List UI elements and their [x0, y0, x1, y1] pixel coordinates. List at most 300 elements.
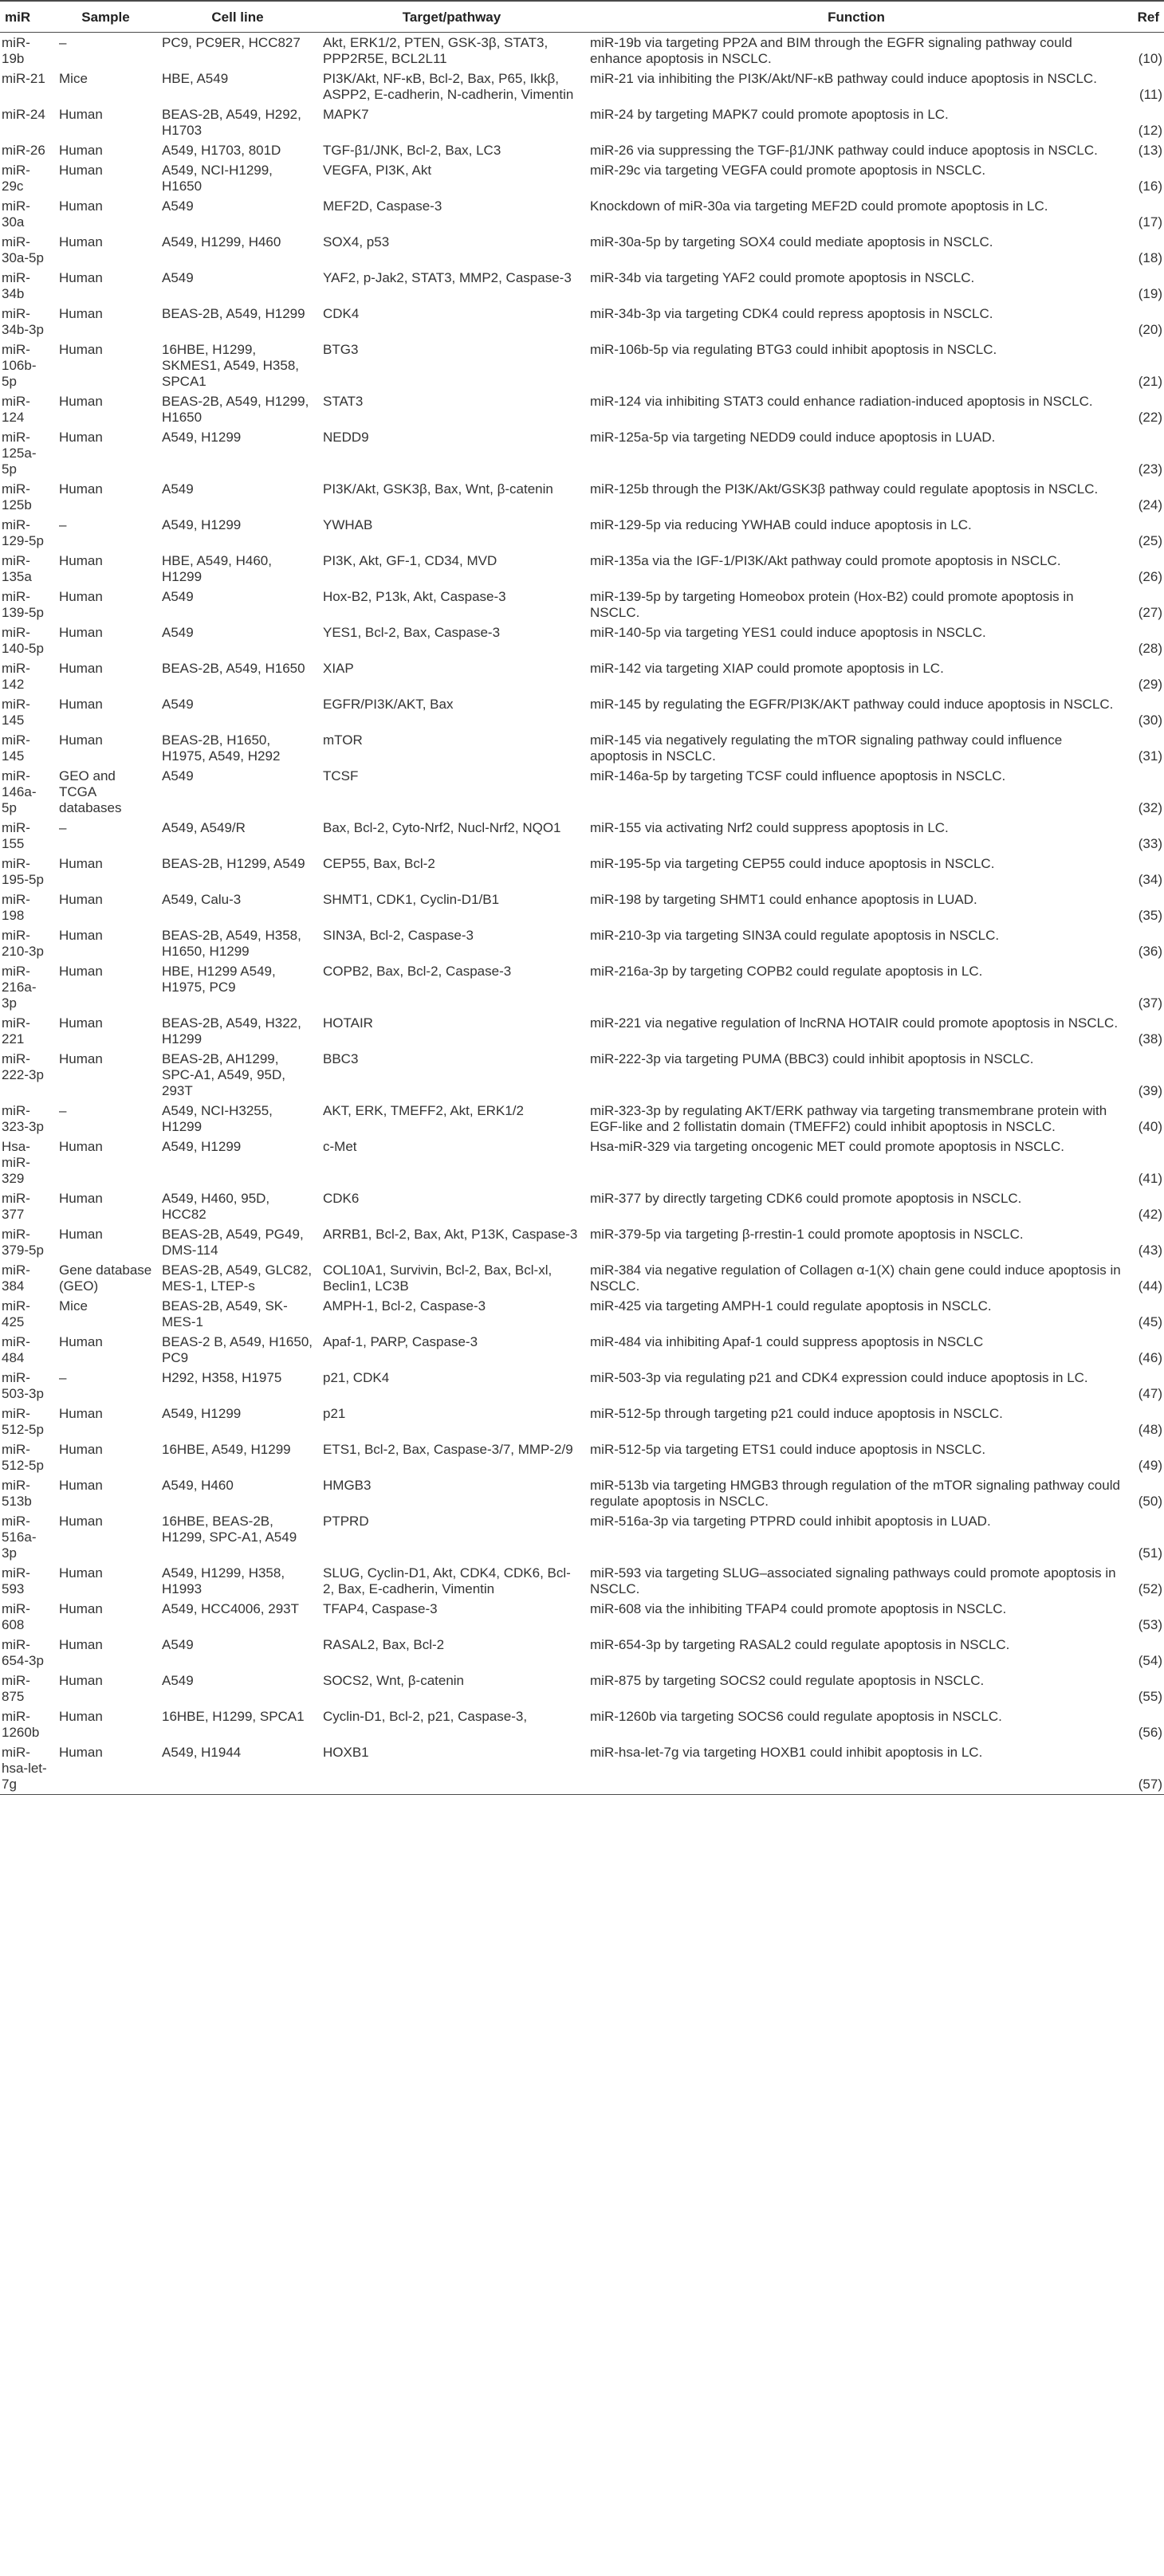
table-row: [0, 889, 1164, 925]
table-row: [0, 1742, 1164, 1795]
cell-mir: miR-145: [2, 697, 30, 728]
cell-function: miR-146a-5p by targeting TCSF could influence apoptosis in NSCLC.: [590, 768, 1006, 783]
cell-ref: (31): [1138, 748, 1162, 764]
cell-function: miR-24 by targeting MAPK7 could promote apoptosis in LC.: [590, 107, 949, 122]
table-row: [0, 1475, 1164, 1511]
table-row: [0, 818, 1164, 854]
cell-sample: Mice: [59, 1298, 88, 1314]
cell-sample: –: [59, 1103, 67, 1118]
cell-target-pathway: ETS1, Bcl-2, Bax, Caspase-3/7, MMP-2/9: [323, 1442, 573, 1457]
cell-sample: Human: [59, 1015, 103, 1031]
cell-mir: miR-140-5p: [2, 625, 44, 656]
cell-target-pathway: YWHAB: [323, 517, 373, 532]
cell-cell-line: BEAS-2B, A549, H292, H1703: [162, 107, 301, 138]
cell-mir: miR-377: [2, 1191, 30, 1222]
cell-ref: (40): [1138, 1119, 1162, 1134]
cell-function: miR-654-3p by targeting RASAL2 could regulate apoptosis in NSCLC.: [590, 1637, 1010, 1652]
cell-cell-line: A549, H1299, H358, H1993: [162, 1565, 285, 1596]
cell-mir: miR-26: [2, 143, 45, 158]
cell-target-pathway: p21, CDK4: [323, 1370, 390, 1385]
cell-sample: Human: [59, 234, 103, 249]
cell-mir: miR-222-3p: [2, 1051, 44, 1082]
cell-function: miR-198 by targeting SHMT1 could enhance apoptosis in LUAD.: [590, 892, 977, 907]
cell-target-pathway: NEDD9: [323, 430, 369, 445]
header-cell-line: Cell line: [157, 1, 318, 33]
table-row: [0, 1706, 1164, 1742]
cell-ref: (36): [1138, 944, 1162, 959]
cell-target-pathway: PI3K/Akt, NF-κB, Bcl-2, Bax, P65, Ikkβ, ASPP2, E-cadherin, N-cadherin, Vimentin: [323, 71, 574, 102]
table-row: [0, 587, 1164, 622]
cell-cell-line: 16HBE, H1299, SKMES1, A549, H358, SPCA1: [162, 342, 299, 389]
cell-ref: (19): [1138, 286, 1162, 301]
cell-ref: (37): [1138, 995, 1162, 1011]
cell-ref: (47): [1138, 1386, 1162, 1401]
cell-target-pathway: Apaf-1, PARP, Caspase-3: [323, 1334, 478, 1349]
cell-sample: Human: [59, 1191, 103, 1206]
cell-ref: (56): [1138, 1725, 1162, 1740]
cell-mir: miR-608: [2, 1601, 30, 1632]
cell-sample: Human: [59, 1709, 103, 1724]
cell-sample: Human: [59, 553, 103, 568]
cell-mir: miR-593: [2, 1565, 30, 1596]
cell-mir: miR-106b-5p: [2, 342, 37, 389]
cell-ref: (55): [1138, 1689, 1162, 1704]
cell-sample: –: [59, 517, 67, 532]
cell-cell-line: A549, H460, 95D, HCC82: [162, 1191, 270, 1222]
cell-sample: Human: [59, 856, 103, 871]
cell-sample: Human: [59, 481, 103, 497]
cell-mir: miR-125b: [2, 481, 32, 512]
cell-ref: (32): [1138, 800, 1162, 815]
cell-ref: (20): [1138, 322, 1162, 337]
cell-ref: (52): [1138, 1581, 1162, 1596]
cell-sample: Human: [59, 928, 103, 943]
cell-sample: Human: [59, 625, 103, 640]
cell-cell-line: A549: [162, 768, 194, 783]
cell-ref: (45): [1138, 1314, 1162, 1329]
cell-sample: GEO and TCGA databases: [59, 768, 122, 815]
table-row: [0, 1224, 1164, 1260]
cell-cell-line: A549, NCI-H1299, H1650: [162, 163, 273, 194]
cell-mir: miR-145: [2, 732, 30, 764]
cell-cell-line: A549: [162, 697, 194, 712]
cell-cell-line: 16HBE, A549, H1299: [162, 1442, 291, 1457]
cell-function: miR-503-3p via regulating p21 and CDK4 expression could induce apoptosis in LC.: [590, 1370, 1088, 1385]
cell-function: miR-34b via targeting YAF2 could promote apoptosis in NSCLC.: [590, 270, 975, 285]
table-row: [0, 925, 1164, 961]
cell-ref: (46): [1138, 1350, 1162, 1365]
header-target-pathway: Target/pathway: [318, 1, 585, 33]
cell-ref: (43): [1138, 1243, 1162, 1258]
table-row: [0, 1599, 1164, 1635]
cell-ref: (39): [1138, 1083, 1162, 1098]
cell-mir: miR-654-3p: [2, 1637, 44, 1668]
cell-cell-line: BEAS-2B, H1650, H1975, A549, H292: [162, 732, 281, 764]
cell-sample: Human: [59, 306, 103, 321]
cell-cell-line: BEAS-2B, A549, H1299: [162, 306, 305, 321]
table-body: [0, 33, 1164, 1795]
cell-function: miR-125a-5p via targeting NEDD9 could induce apoptosis in LUAD.: [590, 430, 996, 445]
cell-target-pathway: BTG3: [323, 342, 359, 357]
cell-ref: (41): [1138, 1171, 1162, 1186]
cell-cell-line: A549, H1299: [162, 430, 242, 445]
cell-sample: Gene database (GEO): [59, 1262, 152, 1294]
cell-sample: Human: [59, 1601, 103, 1616]
cell-target-pathway: ARRB1, Bcl-2, Bax, Akt, P13K, Caspase-3: [323, 1227, 578, 1242]
cell-ref: (57): [1127, 1742, 1164, 1795]
cell-function: miR-216a-3p by targeting COPB2 could regulate apoptosis in LC.: [590, 964, 983, 979]
cell-ref: (49): [1138, 1458, 1162, 1473]
cell-target-pathway: COPB2, Bax, Bcl-2, Caspase-3: [323, 964, 512, 979]
cell-target-pathway: MAPK7: [323, 107, 369, 122]
cell-function: miR-195-5p via targeting CEP55 could induce apoptosis in NSCLC.: [590, 856, 995, 871]
cell-function: miR-513b via targeting HMGB3 through regulation of the mTOR signaling pathway could regulate apoptosis in NSCLC.: [590, 1478, 1120, 1509]
cell-mir: miR-875: [2, 1673, 30, 1704]
cell-mir: miR-129-5p: [2, 517, 44, 548]
cell-function: miR-484 via inhibiting Apaf-1 could suppress apoptosis in NSCLC: [590, 1334, 984, 1349]
cell-function: Hsa-miR-329 via targeting oncogenic MET could promote apoptosis in NSCLC.: [590, 1139, 1064, 1154]
cell-mir: miR-221: [2, 1015, 30, 1046]
table-row: [0, 1671, 1164, 1706]
cell-cell-line: H292, H358, H1975: [162, 1370, 282, 1385]
table-row: [0, 1137, 1164, 1188]
cell-sample: Human: [59, 1514, 103, 1529]
cell-mir: miR-195-5p: [2, 856, 44, 887]
table-row: [0, 1404, 1164, 1439]
cell-function: miR-379-5p via targeting β-rrestin-1 could promote apoptosis in NSCLC.: [590, 1227, 1024, 1242]
cell-target-pathway: HMGB3: [323, 1478, 372, 1493]
cell-ref: (30): [1138, 713, 1162, 728]
cell-mir: miR-19b: [2, 35, 30, 66]
cell-sample: Human: [59, 589, 103, 604]
cell-function: miR-593 via targeting SLUG–associated signaling pathways could promote apoptosis in NSCLC.: [590, 1565, 1116, 1596]
cell-mir: miR-30a: [2, 198, 30, 230]
cell-function: miR-377 by directly targeting CDK6 could promote apoptosis in NSCLC.: [590, 1191, 1022, 1206]
cell-target-pathway: p21: [323, 1406, 346, 1421]
cell-cell-line: A549, NCI-H3255, H1299: [162, 1103, 273, 1134]
cell-ref: (38): [1138, 1031, 1162, 1046]
cell-cell-line: A549, H1299, H460: [162, 234, 281, 249]
cell-sample: –: [59, 1370, 67, 1385]
cell-function: miR-30a-5p by targeting SOX4 could mediate apoptosis in NSCLC.: [590, 234, 993, 249]
cell-target-pathway: Akt, ERK1/2, PTEN, GSK-3β, STAT3, PPP2R5E, BCL2L11: [323, 35, 549, 66]
cell-sample: Human: [54, 1742, 157, 1795]
cell-target-pathway: BBC3: [323, 1051, 359, 1066]
cell-cell-line: HBE, A549: [162, 71, 229, 86]
cell-mir: miR-139-5p: [2, 589, 44, 620]
cell-mir: miR-155: [2, 820, 30, 851]
header-sample: Sample: [54, 1, 157, 33]
table-row: [0, 479, 1164, 515]
cell-sample: Human: [59, 892, 103, 907]
cell-target-pathway: RASAL2, Bax, Bcl-2: [323, 1637, 445, 1652]
cell-sample: Human: [59, 430, 103, 445]
header-row: [0, 1, 1164, 33]
cell-cell-line: A549, H1299: [162, 1406, 242, 1421]
cell-ref: (11): [1139, 87, 1162, 102]
table-header: [0, 1, 1164, 33]
cell-target-pathway: SOCS2, Wnt, β-catenin: [323, 1673, 465, 1688]
cell-target-pathway: CDK6: [323, 1191, 360, 1206]
cell-ref: (28): [1138, 641, 1162, 656]
cell-cell-line: A549: [162, 270, 194, 285]
cell-mir: miR-124: [2, 394, 30, 425]
cell-function: miR-222-3p via targeting PUMA (BBC3) could inhibit apoptosis in NSCLC.: [590, 1051, 1034, 1066]
cell-sample: Human: [59, 163, 103, 178]
cell-ref: (24): [1138, 497, 1162, 512]
cell-ref: (54): [1138, 1653, 1162, 1668]
cell-ref: (17): [1138, 214, 1162, 230]
cell-ref: (27): [1138, 605, 1162, 620]
cell-sample: Mice: [59, 71, 88, 86]
cell-cell-line: 16HBE, H1299, SPCA1: [162, 1709, 305, 1724]
cell-mir: miR-513b: [2, 1478, 32, 1509]
cell-target-pathway: EGFR/PI3K/AKT, Bax: [323, 697, 454, 712]
cell-target-pathway: SHMT1, CDK1, Cyclin-D1/B1: [323, 892, 500, 907]
cell-mir: miR-484: [2, 1334, 30, 1365]
cell-sample: Human: [59, 394, 103, 409]
cell-ref: (51): [1138, 1545, 1162, 1561]
cell-target-pathway: PI3K, Akt, GF-1, CD34, MVD: [323, 553, 497, 568]
table-row: [0, 515, 1164, 551]
cell-ref: (23): [1138, 461, 1162, 477]
cell-function: miR-425 via targeting AMPH-1 could regulate apoptosis in NSCLC.: [590, 1298, 992, 1314]
cell-function: miR-145 via negatively regulating the mTOR signaling pathway could influence apoptosis in NSCLC.: [590, 732, 1063, 764]
cell-function: miR-26 via suppressing the TGF-β1/JNK pathway could induce apoptosis in NSCLC.: [590, 143, 1098, 158]
table-row: [0, 854, 1164, 889]
cell-cell-line: A549, Calu-3: [162, 892, 242, 907]
cell-mir: miR-425: [2, 1298, 30, 1329]
table-row: [0, 730, 1164, 766]
cell-sample: Human: [59, 143, 103, 158]
cell-mir: miR-125a-5p: [2, 430, 37, 477]
cell-ref: (13): [1138, 143, 1162, 158]
cell-ref: (50): [1138, 1494, 1162, 1509]
cell-function: miR-19b via targeting PP2A and BIM through the EGFR signaling pathway could enhance apoptosis in NSCLC.: [590, 35, 1072, 66]
cell-function: miR-140-5p via targeting YES1 could induce apoptosis in NSCLC.: [590, 625, 986, 640]
cell-sample: Human: [59, 270, 103, 285]
cell-sample: –: [59, 35, 67, 50]
cell-cell-line: A549, H1944: [157, 1742, 318, 1795]
cell-mir: miR-512-5p: [2, 1406, 44, 1437]
table-row: [0, 551, 1164, 587]
table-row: [0, 196, 1164, 232]
cell-sample: Human: [59, 1406, 103, 1421]
header-mir: miR: [0, 1, 54, 33]
cell-target-pathway: TGF-β1/JNK, Bcl-2, Bax, LC3: [323, 143, 501, 158]
cell-function: miR-221 via negative regulation of lncRNA HOTAIR could promote apoptosis in NSCLC.: [590, 1015, 1119, 1031]
table-row: [0, 232, 1164, 268]
cell-mir: miR-21: [2, 71, 45, 86]
cell-cell-line: PC9, PC9ER, HCC827: [162, 35, 301, 50]
table-row: [0, 1013, 1164, 1049]
cell-sample: –: [59, 820, 67, 835]
header-function: Function: [585, 1, 1127, 33]
table-row: [0, 658, 1164, 694]
cell-cell-line: BEAS-2B, AH1299, SPC-A1, A549, 95D, 293T: [162, 1051, 285, 1098]
cell-ref: (22): [1138, 410, 1162, 425]
cell-sample: Human: [59, 1334, 103, 1349]
cell-cell-line: BEAS-2B, A549, H1299, H1650: [162, 394, 309, 425]
cell-function: miR-323-3p by regulating AKT/ERK pathway via targeting transmembrane protein with EGF-like and 2 follistatin domain (TMEFF2) could inhibit apoptosis in NSCLC.: [590, 1103, 1107, 1134]
cell-ref: (29): [1138, 677, 1162, 692]
table-row: [0, 427, 1164, 479]
cell-function: miR-129-5p via reducing YWHAB could induce apoptosis in LC.: [590, 517, 972, 532]
cell-mir: miR-516a-3p: [2, 1514, 37, 1561]
cell-target-pathway: PTPRD: [323, 1514, 369, 1529]
table-row: [0, 140, 1164, 160]
cell-mir: miR-34b-3p: [2, 306, 44, 337]
cell-sample: Human: [59, 107, 103, 122]
cell-target-pathway: YES1, Bcl-2, Bax, Caspase-3: [323, 625, 501, 640]
table-row: [0, 1368, 1164, 1404]
cell-target-pathway: XIAP: [323, 661, 354, 676]
table-row: [0, 766, 1164, 818]
cell-cell-line: A549: [162, 198, 194, 214]
cell-cell-line: BEAS-2B, H1299, A549: [162, 856, 305, 871]
cell-function: miR-124 via inhibiting STAT3 could enhance radiation-induced apoptosis in NSCLC.: [590, 394, 1093, 409]
table-row: [0, 1101, 1164, 1137]
table-row: [0, 1188, 1164, 1224]
cell-sample: Human: [59, 1227, 103, 1242]
cell-ref: (21): [1138, 374, 1162, 389]
cell-cell-line: A549: [162, 589, 194, 604]
cell-mir: miR-210-3p: [2, 928, 44, 959]
table-row: [0, 1260, 1164, 1296]
header-ref: Ref: [1127, 1, 1164, 33]
cell-cell-line: A549: [162, 625, 194, 640]
table-row: [0, 391, 1164, 427]
cell-cell-line: A549, HCC4006, 293T: [162, 1601, 299, 1616]
table-row: [0, 304, 1164, 340]
cell-mir: miR-503-3p: [2, 1370, 44, 1401]
cell-ref: (48): [1138, 1422, 1162, 1437]
cell-cell-line: HBE, A549, H460, H1299: [162, 553, 272, 584]
cell-ref: (42): [1138, 1207, 1162, 1222]
cell-function: miR-125b through the PI3K/Akt/GSK3β pathway could regulate apoptosis in NSCLC.: [590, 481, 1099, 497]
cell-mir: miR-1260b: [2, 1709, 40, 1740]
cell-sample: Human: [59, 342, 103, 357]
cell-target-pathway: SIN3A, Bcl-2, Caspase-3: [323, 928, 474, 943]
cell-target-pathway: SLUG, Cyclin-D1, Akt, CDK4, CDK6, Bcl-2, Bax, E-cadherin, Vimentin: [323, 1565, 571, 1596]
cell-mir: miR-hsa-let-7g: [0, 1742, 54, 1795]
cell-function: miR-512-5p through targeting p21 could induce apoptosis in NSCLC.: [590, 1406, 1003, 1421]
cell-function: miR-384 via negative regulation of Collagen α-1(X) chain gene could induce apoptosis in NSCLC.: [590, 1262, 1121, 1294]
table-row: [0, 1635, 1164, 1671]
cell-target-pathway: mTOR: [323, 732, 363, 748]
cell-ref: (35): [1138, 908, 1162, 923]
cell-function: miR-155 via activating Nrf2 could suppress apoptosis in LC.: [590, 820, 949, 835]
cell-cell-line: A549, H1703, 801D: [162, 143, 281, 158]
cell-target-pathway: c-Met: [323, 1139, 357, 1154]
cell-function: miR-hsa-let-7g via targeting HOXB1 could inhibit apoptosis in LC.: [585, 1742, 1127, 1795]
cell-cell-line: BEAS-2B, A549, H1650: [162, 661, 305, 676]
table-row: [0, 1439, 1164, 1475]
cell-ref: (12): [1138, 123, 1162, 138]
cell-ref: (16): [1138, 179, 1162, 194]
cell-function: miR-139-5p by targeting Homeobox protein (Hox-B2) could promote apoptosis in NSCLC.: [590, 589, 1074, 620]
cell-mir: miR-384: [2, 1262, 30, 1294]
cell-mir: miR-146a-5p: [2, 768, 37, 815]
cell-function: miR-142 via targeting XIAP could promote apoptosis in LC.: [590, 661, 944, 676]
cell-sample: Human: [59, 1478, 103, 1493]
table-row: [0, 69, 1164, 104]
table-row: [0, 33, 1164, 69]
cell-function: miR-210-3p via targeting SIN3A could regulate apoptosis in NSCLC.: [590, 928, 1000, 943]
cell-sample: Human: [59, 1637, 103, 1652]
cell-cell-line: BEAS-2 B, A549, H1650, PC9: [162, 1334, 313, 1365]
cell-cell-line: BEAS-2B, A549, GLC82, MES-1, LTEP-s: [162, 1262, 313, 1294]
cell-mir: miR-30a-5p: [2, 234, 44, 265]
cell-ref: (26): [1138, 569, 1162, 584]
cell-function: miR-875 by targeting SOCS2 could regulate apoptosis in NSCLC.: [590, 1673, 985, 1688]
table-row: [0, 340, 1164, 391]
table-row: [0, 268, 1164, 304]
cell-target-pathway: STAT3: [323, 394, 364, 409]
cell-target-pathway: SOX4, p53: [323, 234, 390, 249]
cell-sample: Human: [59, 661, 103, 676]
cell-mir: miR-512-5p: [2, 1442, 44, 1473]
table-row: [0, 1511, 1164, 1563]
cell-function: miR-512-5p via targeting ETS1 could induce apoptosis in NSCLC.: [590, 1442, 986, 1457]
cell-sample: Human: [59, 964, 103, 979]
table-row: [0, 694, 1164, 730]
table-row: [0, 622, 1164, 658]
cell-mir: miR-216a-3p: [2, 964, 37, 1011]
cell-target-pathway: CDK4: [323, 306, 360, 321]
cell-ref: (33): [1138, 836, 1162, 851]
cell-cell-line: 16HBE, BEAS-2B, H1299, SPC-A1, A549: [162, 1514, 297, 1545]
cell-mir: miR-34b: [2, 270, 30, 301]
cell-sample: Human: [59, 697, 103, 712]
table-row: [0, 104, 1164, 140]
cell-cell-line: A549, H1299: [162, 517, 242, 532]
cell-mir: miR-135a: [2, 553, 32, 584]
cell-sample: Human: [59, 1051, 103, 1066]
cell-mir: miR-323-3p: [2, 1103, 44, 1134]
cell-ref: (25): [1138, 533, 1162, 548]
cell-sample: Human: [59, 1139, 103, 1154]
cell-ref: (18): [1138, 250, 1162, 265]
cell-ref: (34): [1138, 872, 1162, 887]
cell-function: miR-106b-5p via regulating BTG3 could inhibit apoptosis in NSCLC.: [590, 342, 997, 357]
cell-mir: miR-142: [2, 661, 30, 692]
cell-function: miR-135a via the IGF-1/PI3K/Akt pathway could promote apoptosis in NSCLC.: [590, 553, 1061, 568]
cell-cell-line: A549: [162, 481, 194, 497]
cell-function: miR-34b-3p via targeting CDK4 could repress apoptosis in NSCLC.: [590, 306, 993, 321]
cell-target-pathway: Bax, Bcl-2, Cyto-Nrf2, Nucl-Nrf2, NQO1: [323, 820, 561, 835]
cell-cell-line: HBE, H1299 A549, H1975, PC9: [162, 964, 276, 995]
cell-function: miR-21 via inhibiting the PI3K/Akt/NF-κB pathway could induce apoptosis in NSCLC.: [590, 71, 1097, 86]
table-row: [0, 1049, 1164, 1101]
cell-target-pathway: CEP55, Bax, Bcl-2: [323, 856, 435, 871]
cell-function: miR-145 by regulating the EGFR/PI3K/AKT pathway could induce apoptosis in NSCLC.: [590, 697, 1114, 712]
cell-cell-line: BEAS-2B, A549, SK-MES-1: [162, 1298, 288, 1329]
table-row: [0, 1296, 1164, 1332]
cell-cell-line: A549: [162, 1637, 194, 1652]
cell-cell-line: A549, H1299: [162, 1139, 242, 1154]
cell-mir: miR-29c: [2, 163, 30, 194]
cell-cell-line: BEAS-2B, A549, H358, H1650, H1299: [162, 928, 301, 959]
cell-ref: (44): [1138, 1278, 1162, 1294]
cell-target-pathway: HOTAIR: [323, 1015, 373, 1031]
table-row: [0, 1563, 1164, 1599]
cell-target-pathway: AKT, ERK, TMEFF2, Akt, ERK1/2: [323, 1103, 524, 1118]
cell-mir: Hsa-miR-329: [2, 1139, 30, 1186]
cell-function: miR-608 via the inhibiting TFAP4 could promote apoptosis in NSCLC.: [590, 1601, 1007, 1616]
cell-sample: Human: [59, 1442, 103, 1457]
cell-sample: Human: [59, 732, 103, 748]
